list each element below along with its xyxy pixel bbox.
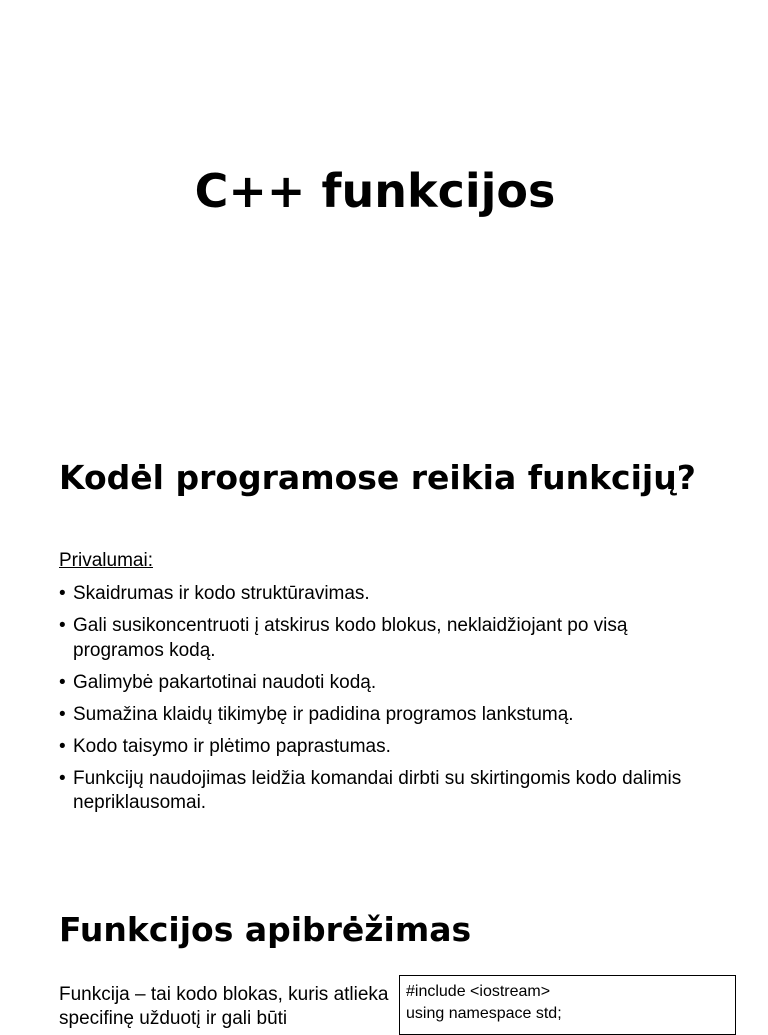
bullet-icon: • — [59, 583, 66, 604]
list-item-text: Galimybė pakartotinai naudoti kodą. — [73, 671, 377, 693]
advantages-list — [59, 582, 699, 823]
code-line: using namespace std; — [406, 1005, 562, 1022]
bullet-icon: • — [59, 671, 66, 693]
code-line: #include <iostream> — [406, 983, 551, 1000]
list-item-text: Sumažina klaidų tikimybę ir padidina programos lankstumą. — [73, 703, 574, 725]
list-item — [59, 735, 699, 760]
section-heading-why-functions: Kodėl programose reikia funkcijų? — [59, 458, 696, 497]
list-item — [59, 703, 699, 728]
bullet-icon: • — [59, 767, 66, 789]
list-item-text: Kodo taisymo ir plėtimo paprastumas. — [73, 735, 391, 757]
code-example-box — [399, 975, 736, 1035]
bullet-icon: • — [59, 615, 66, 636]
bullet-icon: • — [59, 703, 66, 725]
advantages-label: Privalumai: — [59, 550, 153, 571]
list-item-text: Skaidrumas ir kodo struktūravimas. — [73, 583, 370, 604]
definition-text: Funkcija – tai kodo blokas, kuris atlieka specifinę užduotį ir gali būti — [59, 984, 389, 1029]
list-item-text: Gali susikoncentruoti į atskirus kodo blokus, neklaidžiojant po visą programos kodą. — [73, 615, 628, 661]
section-heading-function-definition: Funkcijos apibrėžimas — [59, 910, 472, 949]
list-item — [59, 582, 699, 607]
list-item-text: Funkcijų naudojimas leidžia komandai dirbti su skirtingomis kodo dalimis nepriklausomai. — [73, 767, 682, 813]
list-item — [59, 671, 699, 696]
slide-title: C++ funkcijos — [194, 164, 556, 218]
bullet-icon: • — [59, 735, 66, 757]
list-item — [59, 614, 699, 663]
list-item — [59, 767, 699, 816]
